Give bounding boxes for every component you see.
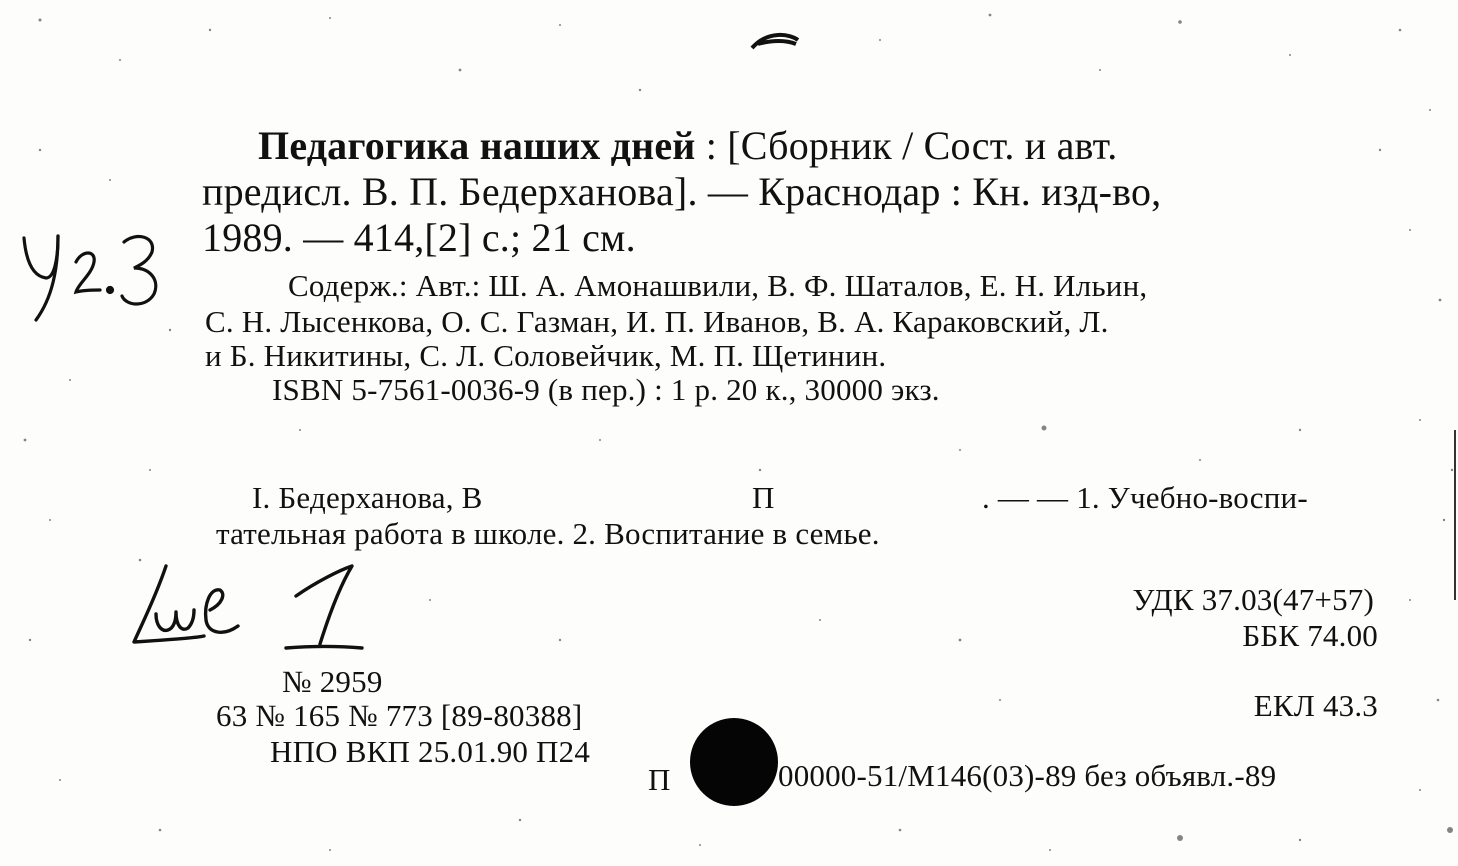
record-line-2: 63 № 165 № 773 [89-80388] [216, 698, 583, 733]
entry-line-3: 1989. — 414,[2] с.; 21 см. [202, 215, 636, 260]
entry-line-1 [258, 123, 1118, 168]
entry-line-1-rest: : [Сборник / Сост. и авт. [695, 123, 1118, 168]
record-line-3: НПО ВКП 25.01.90 П24 [270, 734, 591, 769]
record-number: № 2959 [282, 664, 383, 699]
contents-line-3: и Б. Никитины, С. Л. Соловейчик, М. П. Щетинин. [205, 338, 887, 373]
publisher-code-prefix: П [648, 762, 671, 797]
entry-line-2: предисл. В. П. Бедерханова]. — Краснодар : Кн. изд-во, [202, 169, 1162, 214]
tracing-subjects-cont: тательная работа в школе. 2. Воспитание в семье. [216, 516, 880, 551]
tracing-author: I. Бедерханова, В [252, 480, 483, 515]
contents-line-2: С. Н. Лысенкова, О. С. Газман, И. П. Иванов, В. А. Караковский, Л. [205, 304, 1109, 339]
ekl-code: ЕКЛ 43.3 [1253, 688, 1378, 723]
tracing-initial: П [752, 480, 775, 515]
tracing-subjects-start: . — — 1. Учебно-воспи- [982, 480, 1308, 515]
isbn-line: ISBN 5-7561-0036-9 (в пер.) : 1 р. 20 к., 30000 экз. [272, 372, 940, 407]
udk-code: УДК 37.03(47+57) [1132, 582, 1374, 617]
publisher-code: 00000-51/М146(03)-89 без объявл.-89 [778, 758, 1277, 793]
book-title: Педагогика наших дней [258, 123, 696, 168]
handwritten-margin-mark [18, 220, 168, 330]
handwritten-shelf-mark [126, 556, 386, 656]
ink-blot [690, 718, 778, 806]
contents-line-1: Содерж.: Авт.: Ш. А. Амонашвили, В. Ф. Шаталов, Е. Н. Ильин, [288, 268, 1148, 303]
bbk-code: ББК 74.00 [1242, 618, 1378, 653]
